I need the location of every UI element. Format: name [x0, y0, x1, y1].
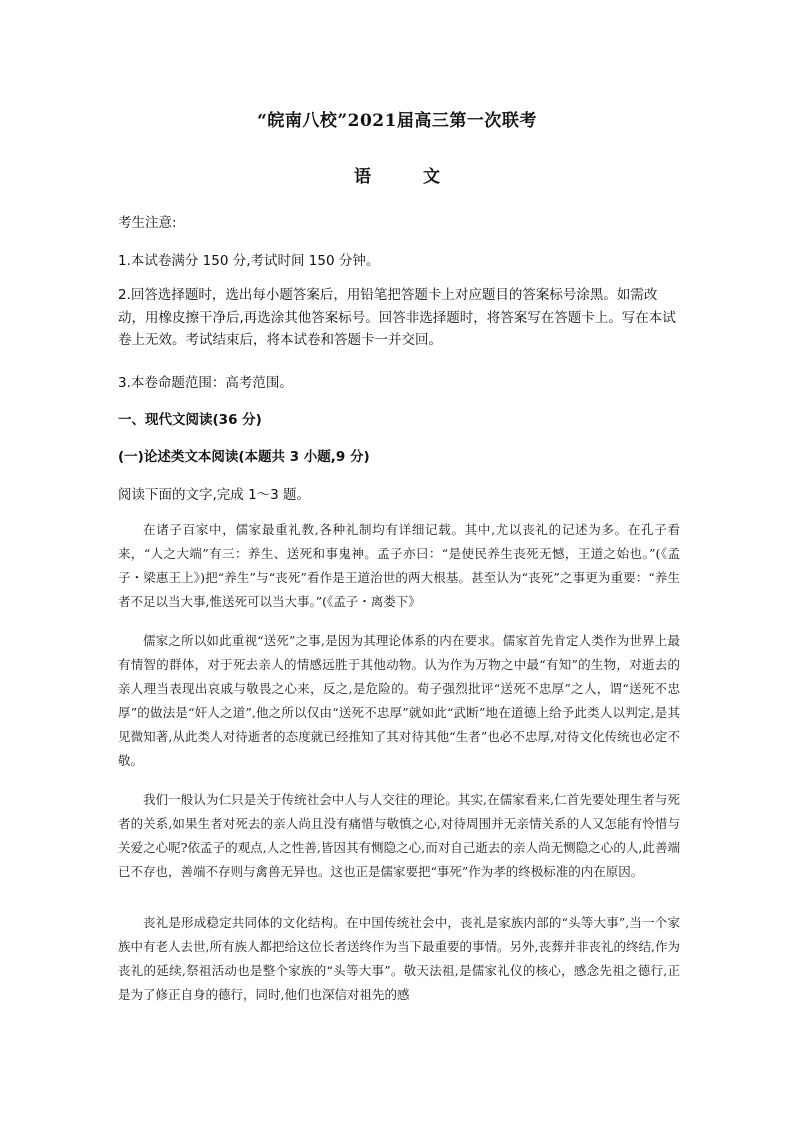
section-heading: 一、现代文阅读(36 分) — [118, 412, 262, 428]
notes-heading: 考生注意: — [118, 215, 177, 231]
reading-instruction: 阅读下面的文字,完成 1～3 题。 — [118, 487, 311, 503]
passage-paragraph-4: 丧礼是形成稳定共同体的文化结构。在中国传统社会中，丧礼是家族内部的“头等大事”,当一个家族中有老人去世,所有族人都把给这位长者送终作为当下最重要的事情。另外,丧葬并非丧礼的终结,作为丧礼的延续,祭祖活动也是整个家族的“头等大事”。敬天法祖,是儒家礼仪的核心，感念先祖之德行,正是为了修正自身的德行，同时,他们也深信对祖先的感 — [118, 915, 680, 1002]
subject-title: 语文 — [354, 167, 492, 187]
exam-title: “皖南八校”2021届高三第一次联考 — [257, 111, 537, 131]
note-item-1: 1.本试卷满分 150 分,考试时间 150 分钟。 — [118, 253, 380, 269]
passage-paragraph-1: 在诸子百家中，儒家最重礼教,各种礼制均有详细记载。其中,尤以丧礼的记述为多。在孔子看来，“人之大端”有三：养生、送死和事鬼神。孟子亦曰：“是使民养生丧死无憾，王道之始也。”(《孟子・梁惠王上》)把“养生”与“丧死”看作是王道治世的两大根基。甚至认为“丧死”之事更为重要：“养生者不足以当大事,惟送死可以当大事。”(《孟子・离娄下》 — [118, 522, 680, 609]
passage-paragraph-3: 我们一般认为仁只是关于传统社会中人与人交往的理论。其实,在儒家看来,仁首先要处理生者与死者的关系,如果生者对死去的亲人尚且没有痛惜与敬慎之心,对待周围并无亲情关系的人又怎能有怜惜与关爱之心呢?依孟子的观点,人之性善,皆因其有恻隐之心,而对自己逝去的亲人尚无恻隐之心的人,此善端已不存也，善端不存则与禽兽无异也。这也正是儒家要把“事死”作为孝的终极标准的内在原因。 — [118, 792, 680, 879]
subsection-heading: (一)论述类文本阅读(本题共 3 小题,9 分) — [118, 449, 370, 465]
note-item-2: 2.回答选择题时，选出每小题答案后，用铅笔把答题卡上对应题目的答案标号涂黑。如需改动，用橡皮擦干净后,再选涂其他答案标号。回答非选择题时，将答案写在答题卡上。写在本试卷上无效。考试结束后，将本试卷和答题卡一并交回。 — [118, 287, 676, 348]
note-item-3: 3.本卷命题范围：高考范围。 — [118, 375, 293, 391]
passage-paragraph-2: 儒家之所以如此重视“送死”之事,是因为其理论体系的内在要求。儒家首先肯定人类作为世界上最有情智的群体，对于死去亲人的情感远胜于其他动物。认为作为万物之中最“有知”的生物，对逝去的亲人理当表现出哀戚与敬畏之心来，反之,是危险的。荀子强烈批评“送死不忠厚”之人，谓“送死不忠厚”的做法是“奸人之道”,他之所以仅由“送死不忠厚”就如此“武断”地在道德上给予此类人以判定,是其见微知著,从此类人对待逝者的态度就已经推知了其对待其他“生者”也必不忠厚,对待文化传统也必定不敬。 — [118, 633, 680, 768]
